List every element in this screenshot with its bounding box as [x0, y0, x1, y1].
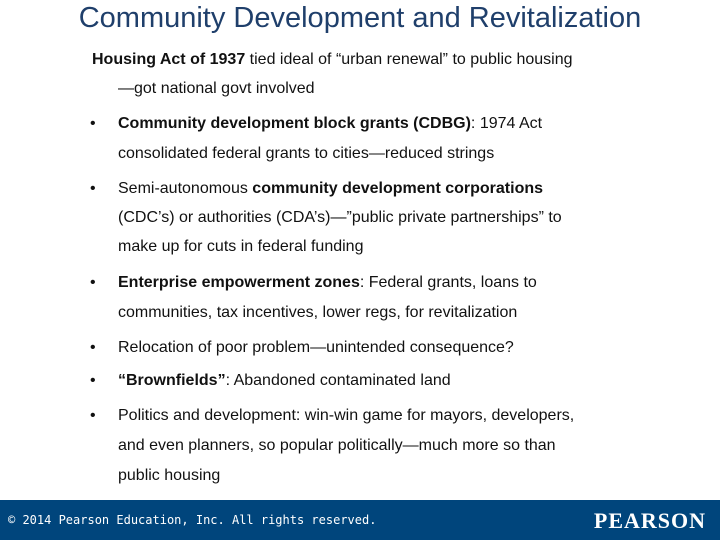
bullet-politics-cont-1: and even planners, so popular politically—much more so than — [118, 437, 556, 454]
bullet-marker: • — [90, 339, 96, 356]
intro-bold: Housing Act of 1937 — [92, 51, 246, 68]
bullet-marker: • — [90, 180, 96, 197]
pearson-logo: PEARSON — [593, 508, 706, 533]
bullet-cdc-bold: community development corporations — [252, 180, 544, 197]
bullet-ez — [118, 273, 537, 293]
bullet-brownfields-bold: “Brownfields” — [118, 372, 226, 389]
intro-line — [92, 50, 573, 70]
bullet-brownfields-rest: : Abandoned contaminated land — [225, 372, 451, 389]
copyright-notice: © 2014 Pearson Education, Inc. All rights reserved. — [8, 513, 377, 527]
bullet-cdc-cont-2: make up for cuts in federal funding — [118, 238, 364, 255]
intro-continuation: —got national govt involved — [118, 80, 315, 97]
bullet-relocation: Relocation of poor problem—unintended consequence? — [118, 339, 514, 356]
bullet-politics-cont-2: public housing — [118, 467, 221, 484]
bullet-politics: Politics and development: win-win game for mayors, developers, — [118, 407, 575, 424]
bullet-cdbg-bold: Community development block grants (CDBG) — [118, 115, 471, 132]
bullet-cdbg-rest: : 1974 Act — [470, 115, 543, 132]
bullet-ez-cont: communities, tax incentives, lower regs, for revitalization — [118, 304, 518, 321]
bullet-marker: • — [90, 274, 96, 291]
bullet-cdc — [118, 179, 543, 199]
bullet-marker: • — [90, 372, 96, 389]
bullet-ez-bold: Enterprise empowerment zones — [118, 274, 360, 291]
bullet-ez-rest: : Federal grants, loans to — [359, 274, 537, 291]
bullet-brownfields — [118, 371, 451, 391]
intro-rest: tied ideal of “urban renewal” to public housing — [245, 51, 573, 68]
bullet-cdbg — [118, 114, 542, 134]
bullet-marker: • — [90, 115, 96, 132]
slide-title: Community Development and Revitalization — [78, 2, 642, 34]
bullet-cdbg-cont: consolidated federal grants to cities—reduced strings — [118, 145, 495, 162]
footer-bar — [0, 500, 720, 540]
bullet-marker: • — [90, 407, 96, 424]
bullet-cdc-pre: Semi-autonomous — [118, 180, 253, 197]
bullet-cdc-cont-1: (CDC’s) or authorities (CDA’s)—”public private partnerships” to — [118, 209, 562, 226]
